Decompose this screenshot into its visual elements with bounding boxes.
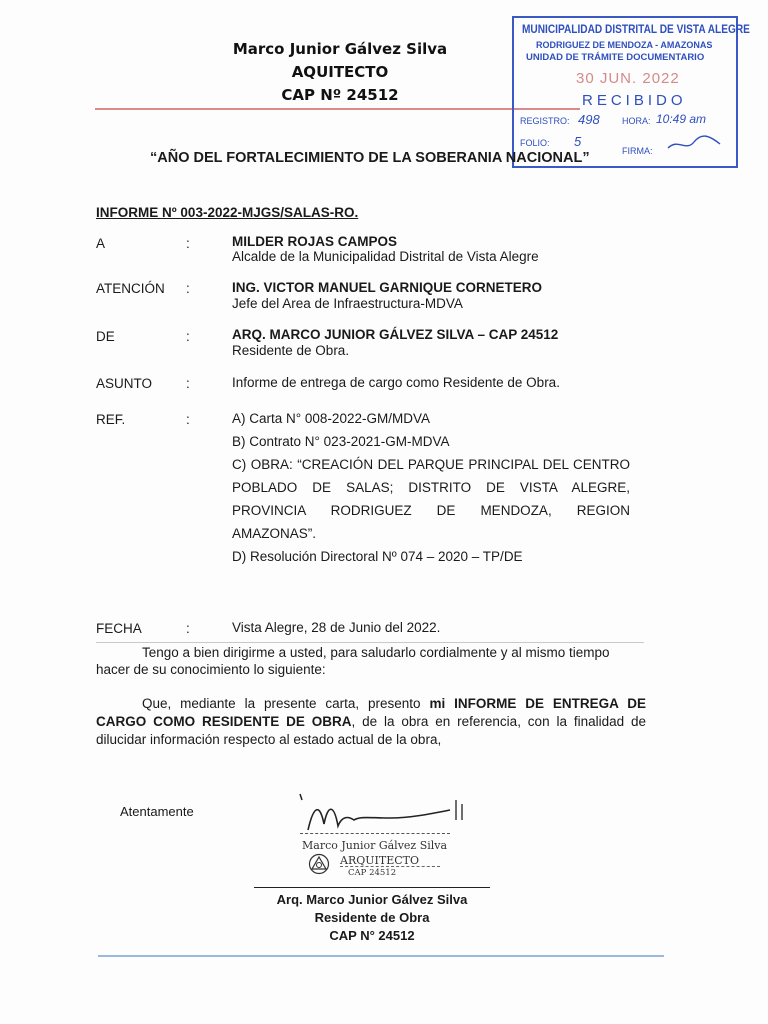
field-de-colon: : [186,329,190,344]
ref-item-c-line1: C) OBRA: “CREACIÓN DEL PARQUE PRINCIPAL DEL CENTRO [232,457,630,472]
stamp-date: 30 JUN. 2022 [576,70,680,87]
stamp-hora-value: 10:49 am [656,112,707,126]
footer-divider [98,955,664,957]
field-asunto-colon: : [186,376,190,391]
stamp-folio-label: FOLIO: [520,138,550,148]
field-de-label: DE [96,329,115,344]
year-motto: “AÑO DEL FORTALECIMIENTO DE LA SOBERANIA NACIONAL” [150,150,590,166]
field-de-name: ARQ. MARCO JUNIOR GÁLVEZ SILVA – CAP 24512 [232,327,559,342]
body-p2-line2-bold: CARGO COMO RESIDENTE DE OBRA [96,714,352,729]
body-p1-line2: hacer de su conocimiento lo siguiente: [96,662,326,677]
letterhead-divider [95,108,580,110]
ref-item-a: A) Carta N° 008-2022-GM/MDVA [232,411,430,426]
field-atencion-name: ING. VICTOR MANUEL GARNIQUE CORNETERO [232,280,543,295]
field-ref-label: REF. [96,412,126,427]
seal-name: Marco Junior Gálvez Silva [302,839,448,852]
stamp-registro-label: REGISTRO: [520,116,570,126]
ref-item-d: D) Resolución Directoral Nº 074 – 2020 – TP/DE [232,549,523,564]
field-asunto-label: ASUNTO [96,376,153,391]
field-fecha-value: Vista Alegre, 28 de Junio del 2022. [232,620,441,635]
ref-item-c-line2: POBLADO DE SALAS; DISTRITO DE VISTA ALEGRE, [232,480,630,495]
body-p2-line1-text: Que, mediante la presente carta, presento [142,696,430,711]
field-atencion-label: ATENCIÓN [96,281,165,296]
seal-profession: ARQUITECTO [340,854,419,867]
seal-cap: CAP 24512 [348,868,397,878]
stamp-firma-scribble [664,130,724,156]
signature-line [254,887,490,888]
signature-name: Arq. Marco Junior Gálvez Silva [276,892,468,907]
ref-item-b: B) Contrato N° 023-2021-GM-MDVA [232,434,450,449]
field-fecha-colon: : [186,621,190,636]
ref-item-c-line3: PROVINCIA RODRIGUEZ DE MENDOZA, REGION [232,503,630,518]
field-ref-colon: : [186,412,190,427]
seal-inner-line [340,866,440,868]
architect-seal-icon [308,853,330,875]
stamp-municipality: MUNICIPALIDAD DISTRITAL DE VISTA ALEGRE [522,24,750,36]
stamp-unit: UNIDAD DE TRÁMITE DOCUMENTARIO [526,52,705,63]
letterhead-profession: AQUITECTO [291,63,389,81]
field-atencion-sub: Jefe del Area de Infraestructura-MDVA [232,296,463,311]
informe-title: INFORME Nº 003-2022-MJGS/SALAS-RO. [96,205,359,220]
ref-item-c-line4: AMAZONAS”. [232,526,317,541]
field-a-sub: Alcalde de la Municipalidad Distrital de Vista Alegre [232,249,539,264]
field-a-name: MILDER ROJAS CAMPOS [232,234,398,249]
body-p2-line2 [96,714,646,729]
body-p1-line1: Tengo a bien dirigirme a usted, para saludarlo cordialmente y al mismo tiempo [142,645,610,660]
field-fecha-label: FECHA [96,621,142,636]
reception-stamp [512,16,750,168]
body-divider [96,642,644,643]
stamp-firma-label: FIRMA: [622,146,653,156]
stamp-location: RODRIGUEZ DE MENDOZA - AMAZONAS [536,40,713,50]
letterhead-name: Marco Junior Gálvez Silva [232,40,448,58]
field-a-colon: : [186,236,190,251]
field-de-sub: Residente de Obra. [232,343,350,358]
seal-dashed-line [300,833,450,835]
field-a-label: A [96,236,106,251]
body-p2-line2-text: , de la obra en referencia, con la finalidad de [351,714,646,729]
body-p2-line3: dilucidar información respecto al estado actual de la obra, [96,732,442,747]
field-atencion-colon: : [186,281,190,296]
stamp-hora-label: HORA: [622,116,651,126]
signature-cap: CAP N° 24512 [329,928,415,943]
body-p2-line1 [142,696,646,711]
letterhead-cap: CAP Nº 24512 [281,86,399,104]
body-p2-line1-bold: mi INFORME DE ENTREGA DE [429,696,646,711]
signature-role: Residente de Obra [314,910,430,925]
stamp-registro-value: 498 [578,112,600,127]
stamp-received: RECIBIDO [582,92,687,109]
stamp-folio-value: 5 [574,134,582,149]
closing-text: Atentamente [120,804,194,819]
field-asunto-value: Informe de entrega de cargo como Residente de Obra. [232,375,560,390]
